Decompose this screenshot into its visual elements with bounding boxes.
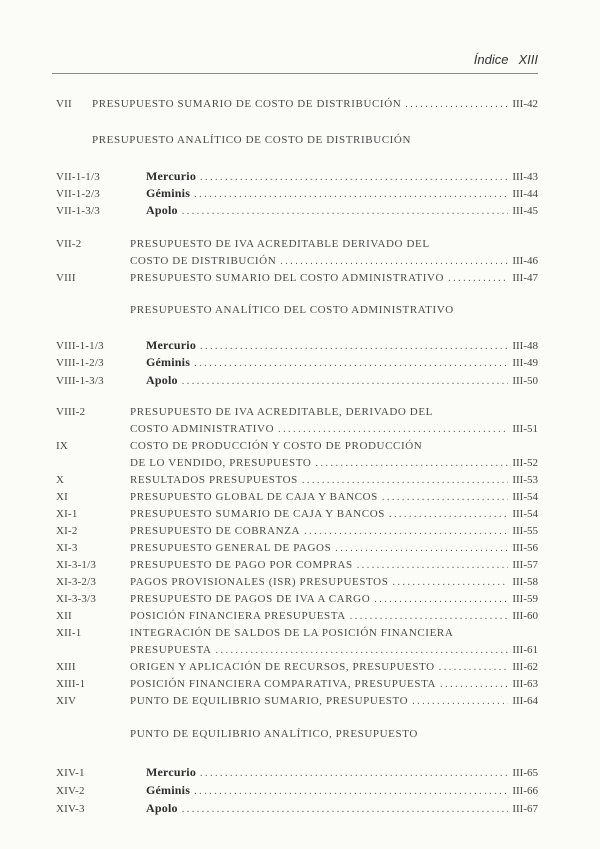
entry-code: XIV xyxy=(56,695,77,707)
entry-title: PUNTO DE EQUILIBRIO SUMARIO, PRESUPUESTO xyxy=(130,695,409,707)
dot-leader xyxy=(405,97,508,113)
dot-leader xyxy=(194,784,508,800)
entry-code: VIII-1-2/3 xyxy=(56,357,104,369)
toc-entry[interactable] xyxy=(56,591,538,607)
entry-page: III-64 xyxy=(512,695,538,707)
running-head-page-number: XIII xyxy=(518,52,538,67)
toc-entry[interactable] xyxy=(56,168,538,184)
dot-leader xyxy=(200,170,508,186)
dot-leader xyxy=(392,575,508,591)
entry-page: III-55 xyxy=(512,525,538,537)
entry-page: III-66 xyxy=(512,785,538,797)
entry-title: PRESUPUESTO DE COBRANZA xyxy=(130,525,301,537)
toc-entry[interactable] xyxy=(56,270,538,286)
toc-entry[interactable] xyxy=(56,96,538,112)
entry-code: XIV-2 xyxy=(56,785,85,797)
entry-title: COSTO ADMINISTRATIVO xyxy=(130,423,275,435)
entry-title: PRESUPUESTO SUMARIO DEL COSTO ADMINISTRATIVO xyxy=(130,272,445,284)
header-rule xyxy=(52,73,538,74)
toc-entry-line1 xyxy=(56,625,538,641)
entry-page: III-54 xyxy=(512,491,538,503)
toc-entry[interactable] xyxy=(56,557,538,573)
entry-page: III-65 xyxy=(512,767,538,779)
toc-entry[interactable] xyxy=(56,574,538,590)
dot-leader xyxy=(278,422,508,438)
toc-entry[interactable] xyxy=(56,472,538,488)
entry-code: XI-3-3/3 xyxy=(56,593,97,605)
dot-leader xyxy=(382,490,508,506)
entry-title: PRESUPUESTO DE PAGOS DE IVA A CARGO xyxy=(130,593,371,605)
entry-code: VII-1-3/3 xyxy=(56,205,100,217)
entry-page: III-63 xyxy=(512,678,538,690)
toc-entry[interactable] xyxy=(56,455,538,471)
entry-code: VIII-1-1/3 xyxy=(56,340,104,352)
toc-entry[interactable] xyxy=(56,659,538,675)
entry-code: XII-1 xyxy=(56,627,82,639)
entry-code: VIII xyxy=(56,272,76,284)
entry-page: III-47 xyxy=(512,272,538,284)
toc-entry[interactable] xyxy=(56,253,538,269)
entry-page: III-52 xyxy=(512,457,538,469)
dot-leader xyxy=(194,187,508,203)
entry-page: III-48 xyxy=(512,340,538,352)
entry-title: COSTO DE DISTRIBUCIÓN xyxy=(130,255,277,267)
dot-leader xyxy=(280,254,508,270)
entry-code: IX xyxy=(56,440,69,452)
toc-entry[interactable] xyxy=(56,676,538,692)
entry-title: Apolo xyxy=(146,373,178,387)
entry-code: VIII-2 xyxy=(56,406,86,418)
dot-leader xyxy=(182,204,509,220)
entry-code: VIII-1-3/3 xyxy=(56,375,104,387)
entry-page: III-51 xyxy=(512,423,538,435)
toc-entry[interactable] xyxy=(56,608,538,624)
entry-code: XI-3-1/3 xyxy=(56,559,97,571)
toc-entry[interactable] xyxy=(56,642,538,658)
entry-title: PRESUPUESTO DE PAGO POR COMPRAS xyxy=(130,559,353,571)
dot-leader xyxy=(357,558,509,574)
entry-title: Mercurio xyxy=(146,338,197,352)
entry-code: X xyxy=(56,474,65,486)
entry-title: PRESUPUESTO GENERAL DE PAGOS xyxy=(130,542,332,554)
entry-code: XI-3-2/3 xyxy=(56,576,97,588)
section-heading: PRESUPUESTO ANALÍTICO DE COSTO DE DISTRIBUCIÓN xyxy=(92,134,412,146)
section-heading: PUNTO DE EQUILIBRIO ANALÍTICO, PRESUPUESTO xyxy=(130,728,418,740)
toc-entry[interactable] xyxy=(56,782,538,798)
entry-code: XI-3 xyxy=(56,542,78,554)
dot-leader xyxy=(216,643,509,659)
entry-page: III-53 xyxy=(512,474,538,486)
dot-leader xyxy=(440,677,508,693)
entry-title: PRESUPUESTO GLOBAL DE CAJA Y BANCOS xyxy=(130,491,378,503)
entry-page: III-54 xyxy=(512,508,538,520)
entry-page: III-56 xyxy=(512,542,538,554)
entry-title: Mercurio xyxy=(146,169,197,183)
toc-entry[interactable] xyxy=(56,489,538,505)
entry-page: III-57 xyxy=(512,559,538,571)
entry-page: III-43 xyxy=(512,171,538,183)
entry-title: Géminis xyxy=(146,186,191,200)
entry-code: XII xyxy=(56,610,72,622)
toc-entry[interactable] xyxy=(56,354,538,370)
entry-title: POSICIÓN FINANCIERA COMPARATIVA, PRESUPUESTA xyxy=(130,678,437,690)
dot-leader xyxy=(350,609,509,625)
entry-title-line1: PRESUPUESTO DE IVA ACREDITABLE DERIVADO DEL xyxy=(130,238,430,250)
entry-page: III-62 xyxy=(512,661,538,673)
entry-page: III-45 xyxy=(512,205,538,217)
entry-title: PRESUPUESTO SUMARIO DE COSTO DE DISTRIBUCIÓN xyxy=(92,98,402,110)
toc-entry-line1 xyxy=(56,404,538,420)
entry-page: III-60 xyxy=(512,610,538,622)
entry-page: III-49 xyxy=(512,357,538,369)
running-head xyxy=(52,52,538,67)
entry-page: III-59 xyxy=(512,593,538,605)
entry-code: XI-1 xyxy=(56,508,78,520)
entry-page: III-67 xyxy=(512,803,538,815)
entry-title: DE LO VENDIDO, PRESUPUESTO xyxy=(130,457,312,469)
dot-leader xyxy=(439,660,509,676)
toc-entry-line1 xyxy=(56,438,538,454)
toc-entry[interactable] xyxy=(56,372,538,388)
entry-title-line1: COSTO DE PRODUCCIÓN Y COSTO DE PRODUCCIÓN xyxy=(130,440,423,452)
entry-code: XIV-1 xyxy=(56,767,85,779)
entry-code: VII-1-2/3 xyxy=(56,188,100,200)
dot-leader xyxy=(200,766,508,782)
dot-leader xyxy=(448,271,508,287)
entry-title: Géminis xyxy=(146,355,191,369)
entry-title: Géminis xyxy=(146,783,191,797)
dot-leader xyxy=(182,802,509,818)
entry-code: XIV-3 xyxy=(56,803,85,815)
toc-entry[interactable] xyxy=(56,764,538,780)
dot-leader xyxy=(315,456,508,472)
entry-title: Mercurio xyxy=(146,765,197,779)
toc-entry[interactable] xyxy=(56,540,538,556)
dot-leader xyxy=(304,524,508,540)
entry-code: XI xyxy=(56,491,69,503)
dot-leader xyxy=(302,473,508,489)
toc-entry[interactable] xyxy=(56,523,538,539)
entry-title: ORIGEN Y APLICACIÓN DE RECURSOS, PRESUPUESTO xyxy=(130,661,435,673)
dot-leader xyxy=(389,507,508,523)
entry-page: III-61 xyxy=(512,644,538,656)
entry-code: VII xyxy=(56,98,72,110)
dot-leader xyxy=(412,694,508,710)
entry-title: RESULTADOS PRESUPUESTOS xyxy=(130,474,298,486)
toc-entry[interactable] xyxy=(56,421,538,437)
entry-page: III-42 xyxy=(512,98,538,110)
section-heading: PRESUPUESTO ANALÍTICO DEL COSTO ADMINISTRATIVO xyxy=(130,304,454,316)
entry-title: PRESUPUESTO SUMARIO DE CAJA Y BANCOS xyxy=(130,508,385,520)
dot-leader xyxy=(200,339,508,355)
entry-code: XI-2 xyxy=(56,525,78,537)
entry-page: III-50 xyxy=(512,375,538,387)
toc-entry[interactable] xyxy=(56,202,538,218)
entry-code: XIII xyxy=(56,661,76,673)
entry-title: PAGOS PROVISIONALES (ISR) PRESUPUESTOS xyxy=(130,576,389,588)
entry-code: XIII-1 xyxy=(56,678,86,690)
running-head-title: Índice xyxy=(473,52,509,67)
dot-leader xyxy=(335,541,508,557)
entry-page: III-46 xyxy=(512,255,538,267)
toc-entry[interactable] xyxy=(56,337,538,353)
entry-title: Apolo xyxy=(146,203,178,217)
dot-leader xyxy=(374,592,508,608)
entry-code: VII-2 xyxy=(56,238,82,250)
toc-entry-line1 xyxy=(56,236,538,252)
toc-entry[interactable] xyxy=(56,800,538,816)
entry-title: Apolo xyxy=(146,801,178,815)
entry-code: VII-1-1/3 xyxy=(56,171,100,183)
entry-page: III-44 xyxy=(512,188,538,200)
dot-leader xyxy=(194,356,508,372)
entry-title: POSICIÓN FINANCIERA PRESUPUESTA xyxy=(130,610,346,622)
entry-title-line1: PRESUPUESTO DE IVA ACREDITABLE, DERIVADO DEL xyxy=(130,406,433,418)
toc-entry[interactable] xyxy=(56,185,538,201)
entry-title-line1: INTEGRACIÓN DE SALDOS DE LA POSICIÓN FINANCIERA xyxy=(130,627,454,639)
entry-page: III-58 xyxy=(512,576,538,588)
toc-entry[interactable] xyxy=(56,506,538,522)
dot-leader xyxy=(182,374,509,390)
entry-title: PRESUPUESTA xyxy=(130,644,212,656)
toc-entry[interactable] xyxy=(56,693,538,709)
